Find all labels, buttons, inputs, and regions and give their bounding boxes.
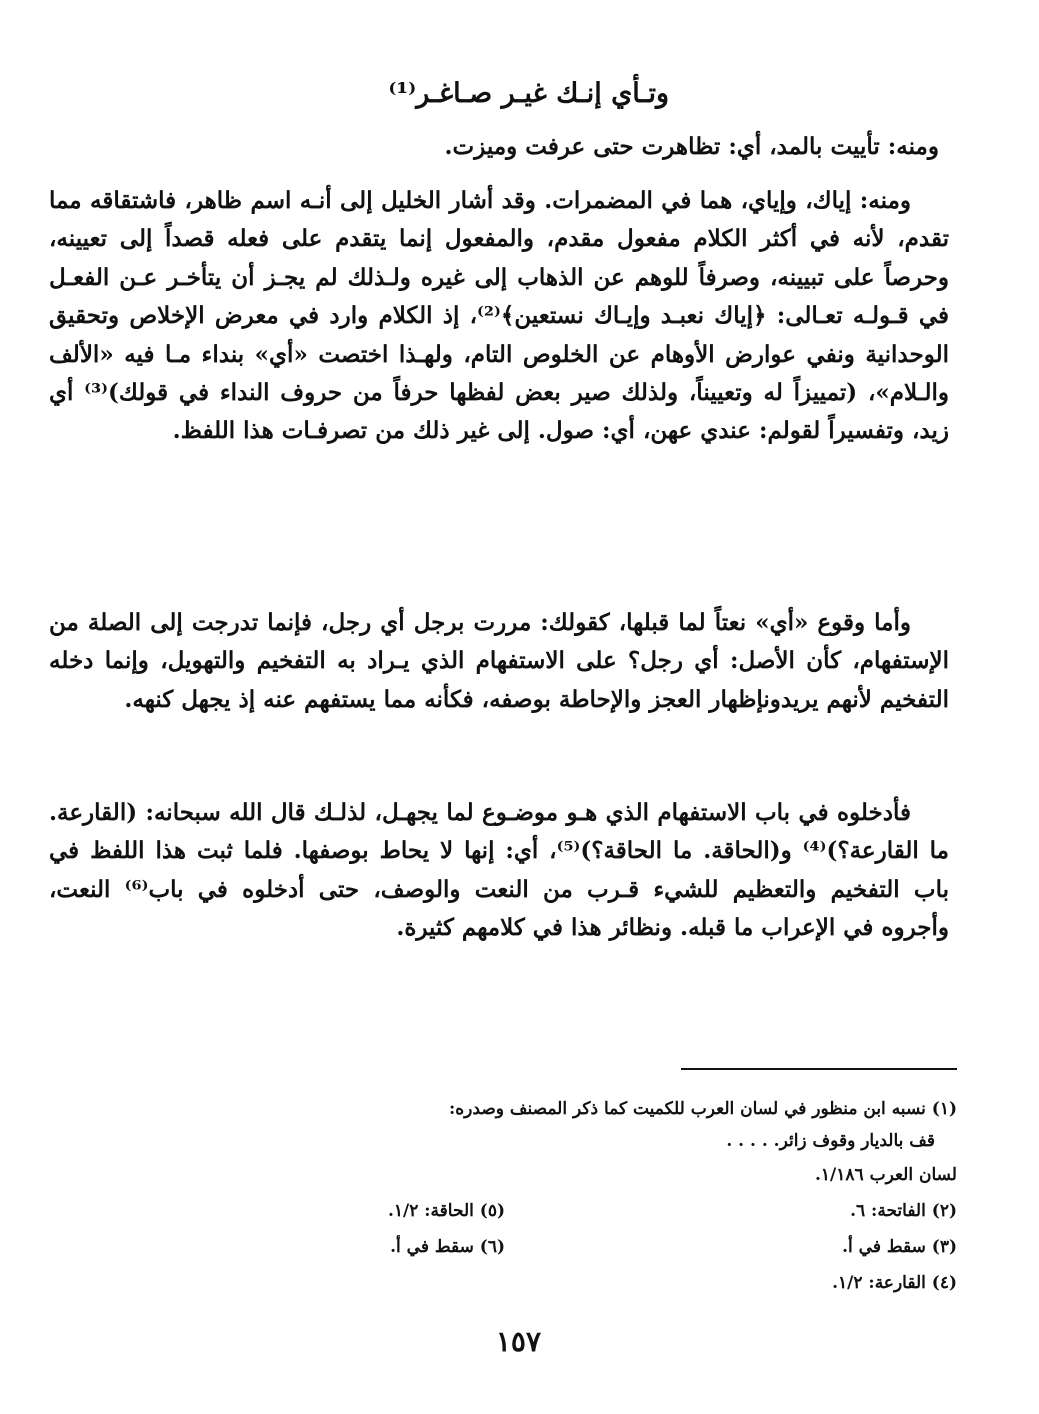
paragraph-3: وأما وقوع «أي» نعتاً لما قبلها، كقولك: مررت برجل أي رجل، فإنما تدرجت إلى الصلة من الإستفهام، كأن الأصل: أي رجل؟ على الاستفهام الذي يـراد به التفخيم والتهويل، وإنما دخله التفخيم لأنهم يريدونإظهار العجز والإحاطة بوصفه، فكأنه مما يستفهم عنه إذ يجهل كنهه.	[49, 609, 949, 713]
footnote-1-source: لسان العرب ١/١٨٦.	[815, 1165, 957, 1185]
page-number: ١٥٧	[495, 1325, 541, 1358]
footnote-divider	[681, 1068, 957, 1070]
footnote-3: (٣) سقط في أ.	[842, 1237, 957, 1257]
paragraph-2: ومنه: إياك، وإياي، هما في المضمرات. وقد أشار الخليل إلى أنـه اسم ظاهر، فاشتقاقه مما تقدم، لأنه في أكثر الكلام مفعول مقدم، والمفعول إنما يتقدم على فعله قصداً إلى تعيينه، وحرصاً على تبيينه، وصرفاً للوهم عن الذهاب إلى غيره ولـذلك لم يجـز أن يتأخـر عـن الفعـل في قـولـه تعـالى: ﴿إياك نعبـد وإيـاك نستعين﴾⁽²⁾، إذ الكلام وارد في معرض الإخلاص وتحقيق الوحدانية ونفي عوارض الأوهام عن الخلوص التام، ولهـذا اختصت «أي» بنداء مـا فيه «الألف والـلام»، (تمييزاً له وتعييناً، ولذلك صير بعض لفظها حرفاً من حروف النداء في قولك)⁽³⁾ أي زيد، وتفسيراً لقولم: عندي عهن، أي: صول. إلى غير ذلك من تصرفـات هذا اللفظ.	[49, 187, 949, 445]
footnote-1-verse: قف بالديار وقوف زائر. . . . .	[726, 1131, 935, 1151]
footnote-6: (٦) سقط في أ.	[390, 1237, 505, 1257]
paragraph-4: فأدخلوه في باب الاستفهام الذي هـو موضـوع لما يجهـل، لذلـك قال الله سبحانه: (القارعة. ما القارعة؟)⁽⁴⁾ و(الحاقة. ما الحاقة؟)⁽⁵⁾، أي: إنها لا يحاط بوصفها. فلما ثبت هذا اللفظ في باب التفخيم والتعظيم للشيء قـرب من النعت والوصف، حتى أدخلوه في باب⁽⁶⁾ النعت، وأجروه في الإعراب ما قبله. ونظائر هذا في كلامهم كثيرة.	[49, 799, 950, 942]
footnote-4: (٤) القارعة: ١/٢.	[832, 1273, 957, 1293]
footnote-5: (٥) الحاقة: ١/٢.	[387, 1201, 505, 1221]
footnote-1: (١) نسبه ابن منظور في لسان العرب للكميت كما ذكر المصنف وصدره:	[449, 1099, 957, 1119]
poetry-verse: وتـأي إنـك غيـر صـاغـر⁽¹⁾	[388, 78, 669, 109]
footnote-2: (٢) الفاتحة: ٦.	[850, 1201, 957, 1221]
paragraph-1: ومنه: تأييت بالمد، أي: تظاهرت حتى عرفت وميزت.	[444, 133, 939, 160]
